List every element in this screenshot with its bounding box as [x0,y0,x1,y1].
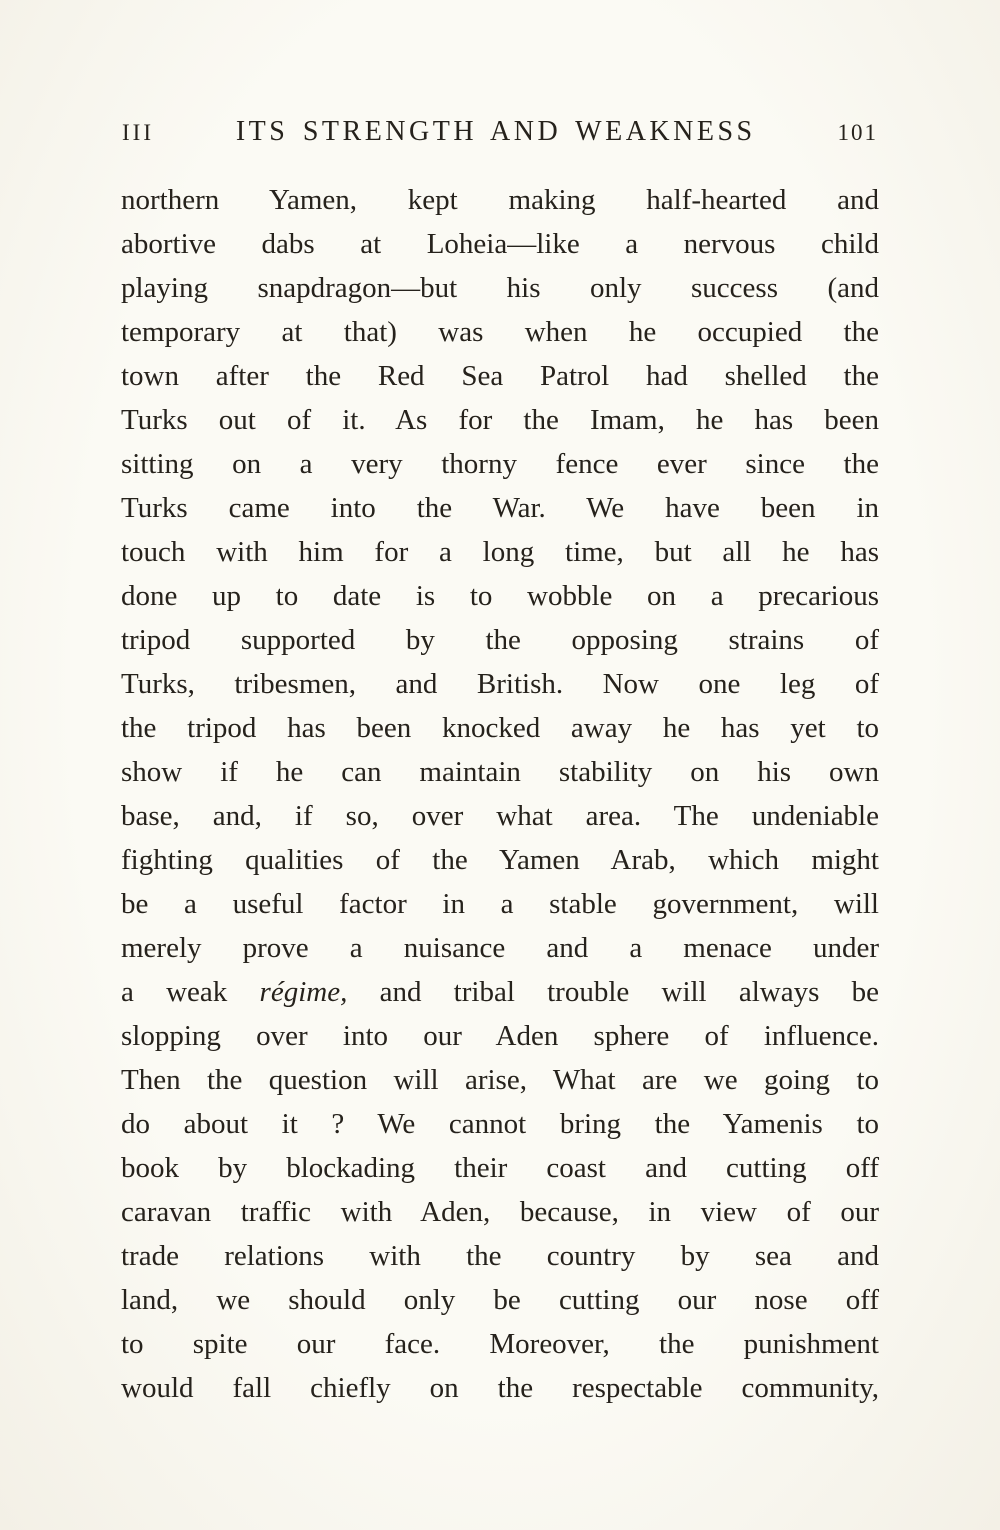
text-line: Then the question will arise, What are we going to [121,1064,879,1096]
text-line: merely prove a nuisance and a menace under [121,932,879,964]
running-header [122,116,878,148]
text-line: Turks out of it. As for the Imam, he has been [121,404,879,436]
body-text [121,178,879,1410]
text-line: Turks came into the War. We have been in [121,492,879,524]
text-line: to spite our face. Moreover, the punishment [121,1328,879,1360]
text-line: would fall chiefly on the respectable community, [121,1372,879,1404]
text-line: land, we should only be cutting our nose off [121,1284,879,1316]
text-line: town after the Red Sea Patrol had shelled the [121,360,879,392]
text-line: tripod supported by the opposing strains of [121,624,879,656]
text-line: do about it ? We cannot bring the Yamenis to [121,1108,879,1140]
text-line: a weak régime, and tribal trouble will always be [121,976,879,1008]
running-title: ITS STRENGTH AND WEAKNESS [235,116,756,147]
text-line: the tripod has been knocked away he has yet to [121,712,879,744]
text-line: fighting qualities of the Yamen Arab, which might [121,844,879,876]
text-line: done up to date is to wobble on a precarious [121,580,879,612]
text-line: base, and, if so, over what area. The undeniable [121,800,879,832]
text-line: show if he can maintain stability on his own [121,756,879,788]
text-line: touch with him for a long time, but all he has [121,536,879,568]
text-line: playing snapdragon—but his only success (and [121,272,879,304]
text-line: book by blockading their coast and cutting off [121,1152,879,1184]
text-line: Turks, tribesmen, and British. Now one leg of [121,668,879,700]
text-line: temporary at that) was when he occupied the [121,316,879,348]
text-line: slopping over into our Aden sphere of influence. [121,1020,879,1052]
text-line: sitting on a very thorny fence ever since the [121,448,879,480]
text-line: be a useful factor in a stable government, will [121,888,879,920]
chapter-number: III [122,120,154,145]
text-line: caravan traffic with Aden, because, in view of our [121,1196,879,1228]
text-line: abortive dabs at Loheia—like a nervous child [121,228,879,260]
page-number: 101 [837,120,878,145]
text-line: northern Yamen, kept making half-hearted and [121,184,879,216]
text-line: trade relations with the country by sea and [121,1240,879,1272]
